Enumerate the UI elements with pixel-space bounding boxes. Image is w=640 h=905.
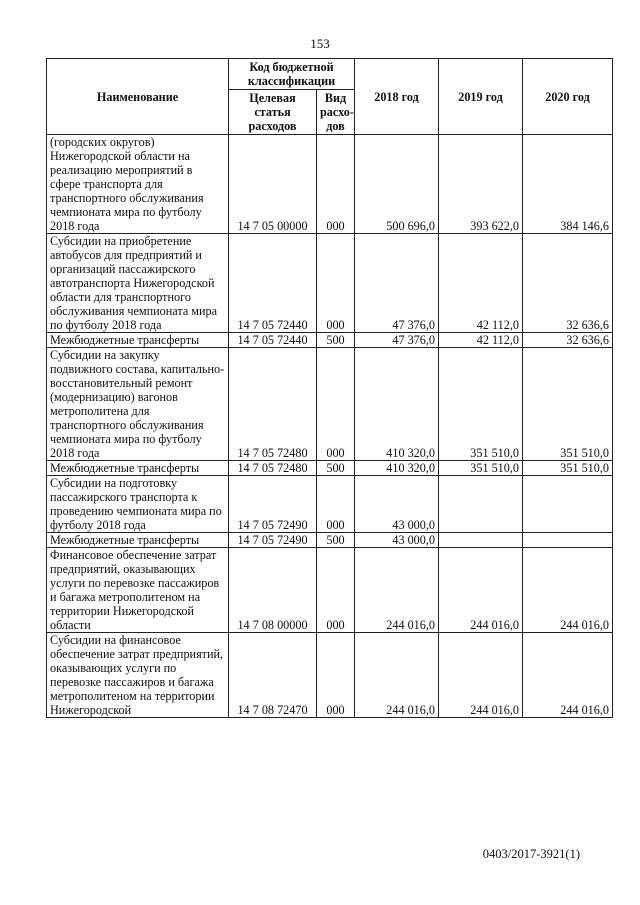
row-name: Субсидии на закупку подвижного состава, капитально-восстановительный ремонт (модернизацию) вагонов метрополитена для транспортного обслуживания чемпионата мира по футболу 2018 года	[47, 348, 229, 461]
row-2019: 351 510,0	[439, 348, 523, 461]
row-2020: 32 636,6	[523, 333, 613, 348]
header-code-group: Код бюджетной классификации	[229, 59, 355, 90]
row-2020: 244 016,0	[523, 548, 613, 633]
row-type: 000	[317, 348, 355, 461]
table-row	[47, 548, 613, 633]
page-number: 153	[310, 36, 330, 51]
row-name: Субсидии на приобретение автобусов для предприятий и организаций пассажирского автотранспорта Нижегородской области для транспортного обслуживания чемпионата мира по футболу 2018 года	[47, 234, 229, 333]
row-name: Субсидии на финансовое обеспечение затрат предприятий, оказывающих услуги по перевозке пассажиров и багажа метрополитеном на территории Нижегородской	[47, 633, 229, 718]
row-name: Межбюджетные трансферты	[47, 461, 229, 476]
row-type: 000	[317, 234, 355, 333]
table-row	[47, 234, 613, 333]
row-target: 14 7 05 72490	[229, 533, 317, 548]
row-type: 000	[317, 476, 355, 533]
row-type: 000	[317, 135, 355, 234]
header-2020: 2020 год	[523, 59, 613, 135]
row-2019	[439, 533, 523, 548]
row-2019	[439, 476, 523, 533]
row-target: 14 7 05 72440	[229, 234, 317, 333]
header-name: Наименование	[47, 59, 229, 135]
row-2018: 500 696,0	[355, 135, 439, 234]
row-2020: 244 016,0	[523, 633, 613, 718]
row-target: 14 7 08 72470	[229, 633, 317, 718]
table-row	[47, 476, 613, 533]
row-name: Финансовое обеспечение затрат предприятий, оказывающих услуги по перевозке пассажиров и багажа метрополитеном на территории Нижегородской области	[47, 548, 229, 633]
row-2018: 244 016,0	[355, 548, 439, 633]
row-target: 14 7 05 72440	[229, 333, 317, 348]
table-row	[47, 533, 613, 548]
header-target: Целевая статья расходов	[229, 90, 317, 135]
row-2019: 42 112,0	[439, 333, 523, 348]
table-row	[47, 333, 613, 348]
row-type: 000	[317, 548, 355, 633]
row-type: 500	[317, 333, 355, 348]
row-2020: 32 636,6	[523, 234, 613, 333]
row-2020: 384 146,6	[523, 135, 613, 234]
row-2019: 244 016,0	[439, 633, 523, 718]
row-target: 14 7 05 00000	[229, 135, 317, 234]
row-type: 000	[317, 633, 355, 718]
row-2019: 351 510,0	[439, 461, 523, 476]
header-2018: 2018 год	[355, 59, 439, 135]
row-type: 500	[317, 461, 355, 476]
row-name: (городских округов) Нижегородской области на реализацию мероприятий в сфере транспорта для транспортного обслуживания чемпионата мира по футболу 2018 года	[47, 135, 229, 234]
table-row	[47, 348, 613, 461]
row-type: 500	[317, 533, 355, 548]
row-2019: 393 622,0	[439, 135, 523, 234]
row-2020	[523, 476, 613, 533]
header-type: Вид расхо-дов	[317, 90, 355, 135]
table-row	[47, 135, 613, 234]
row-2018: 410 320,0	[355, 348, 439, 461]
row-2019: 42 112,0	[439, 234, 523, 333]
table-row	[47, 633, 613, 718]
row-2018: 244 016,0	[355, 633, 439, 718]
row-name: Субсидии на подготовку пассажирского транспорта к проведению чемпионата мира по футболу 2018 года	[47, 476, 229, 533]
document-code: 0403/2017-3921(1)	[482, 847, 580, 861]
row-name: Межбюджетные трансферты	[47, 533, 229, 548]
row-target: 14 7 05 72480	[229, 461, 317, 476]
row-2018: 47 376,0	[355, 333, 439, 348]
row-target: 14 7 05 72490	[229, 476, 317, 533]
row-2019: 244 016,0	[439, 548, 523, 633]
row-target: 14 7 08 00000	[229, 548, 317, 633]
row-2020: 351 510,0	[523, 461, 613, 476]
row-2018: 410 320,0	[355, 461, 439, 476]
header-2019: 2019 год	[439, 59, 523, 135]
budget-table	[46, 58, 613, 718]
row-2018: 43 000,0	[355, 533, 439, 548]
row-2018: 43 000,0	[355, 476, 439, 533]
row-name: Межбюджетные трансферты	[47, 333, 229, 348]
row-target: 14 7 05 72480	[229, 348, 317, 461]
row-2020	[523, 533, 613, 548]
row-2018: 47 376,0	[355, 234, 439, 333]
table-row	[47, 461, 613, 476]
row-2020: 351 510,0	[523, 348, 613, 461]
